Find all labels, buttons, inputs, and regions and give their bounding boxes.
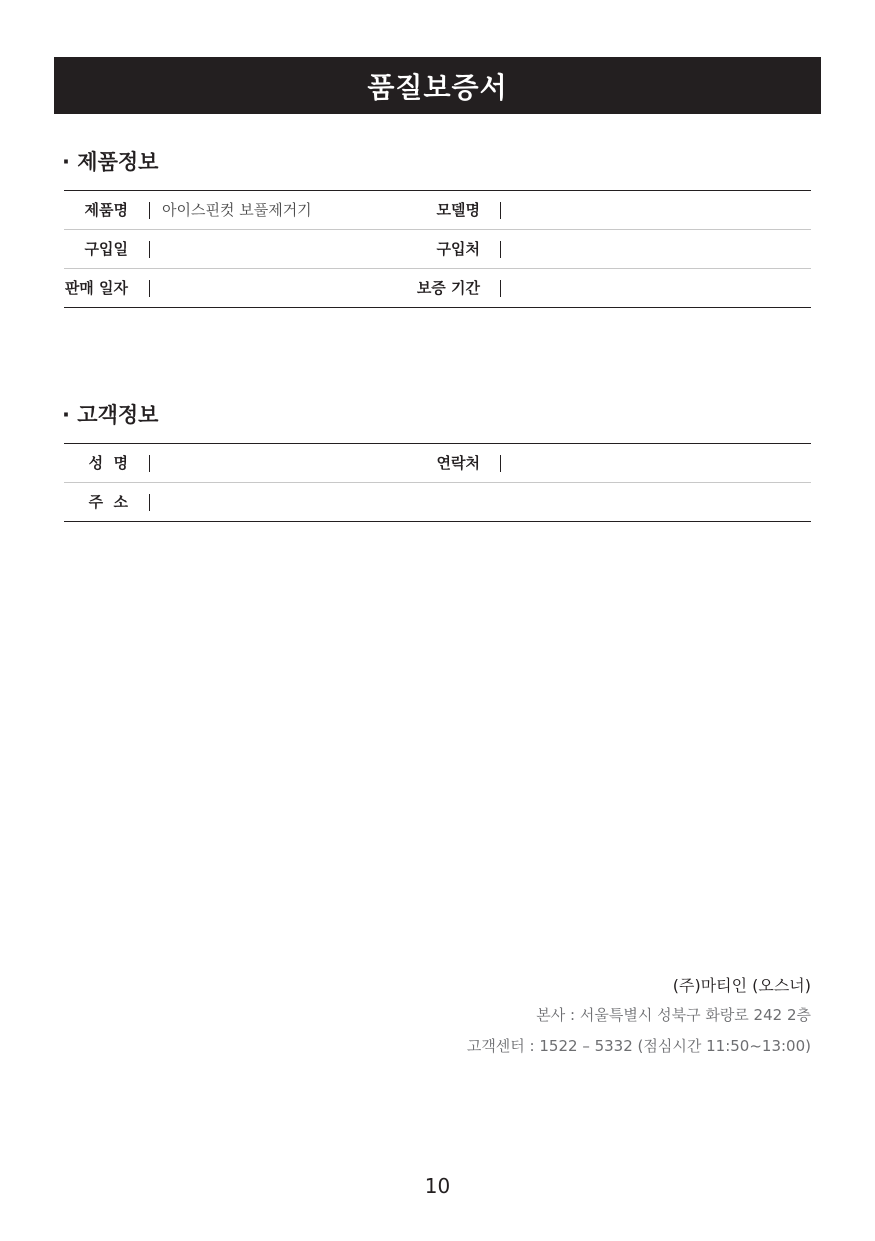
product-info-heading: · 제품정보 <box>62 150 159 174</box>
product-info-row <box>64 269 811 307</box>
separator <box>149 494 150 511</box>
page-number: 10 <box>424 1174 451 1198</box>
customer-info-row <box>64 483 811 521</box>
separator <box>500 241 501 258</box>
separator <box>149 455 150 472</box>
company-info <box>467 972 811 1062</box>
customer-info-heading: · 고객정보 <box>62 403 159 427</box>
product-info-row <box>64 230 811 269</box>
purchase-date-label: 구입일 <box>84 240 128 258</box>
customer-name-label: 성 명 <box>88 454 128 472</box>
document-title: 품질보증서 <box>54 57 821 114</box>
product-name-value: 아이스핀컷 보풀제거기 <box>162 201 312 219</box>
sale-date-label: 판매 일자 <box>64 279 128 297</box>
company-name: (주)마티인 (오스너) <box>672 976 811 995</box>
separator <box>500 202 501 219</box>
contact-label: 연락처 <box>436 454 480 472</box>
customer-info-row <box>64 444 811 483</box>
address-label: 주 소 <box>88 493 128 511</box>
separator <box>149 241 150 258</box>
model-name-label: 모델명 <box>436 201 480 219</box>
product-info-row <box>64 191 811 230</box>
separator <box>149 202 150 219</box>
separator <box>500 280 501 297</box>
purchase-place-label: 구입처 <box>436 240 480 258</box>
separator <box>149 280 150 297</box>
customer-info-table <box>64 443 811 522</box>
product-name-label: 제품명 <box>84 201 128 219</box>
customer-center: 고객센터 : 1522 – 5332 (점심시간 11:50~13:00) <box>466 1037 811 1055</box>
company-address: 본사 : 서울특별시 성북구 화랑로 242 2층 <box>536 1006 811 1024</box>
product-info-table <box>64 190 811 308</box>
separator <box>500 455 501 472</box>
warranty-period-label: 보증 기간 <box>416 279 480 297</box>
